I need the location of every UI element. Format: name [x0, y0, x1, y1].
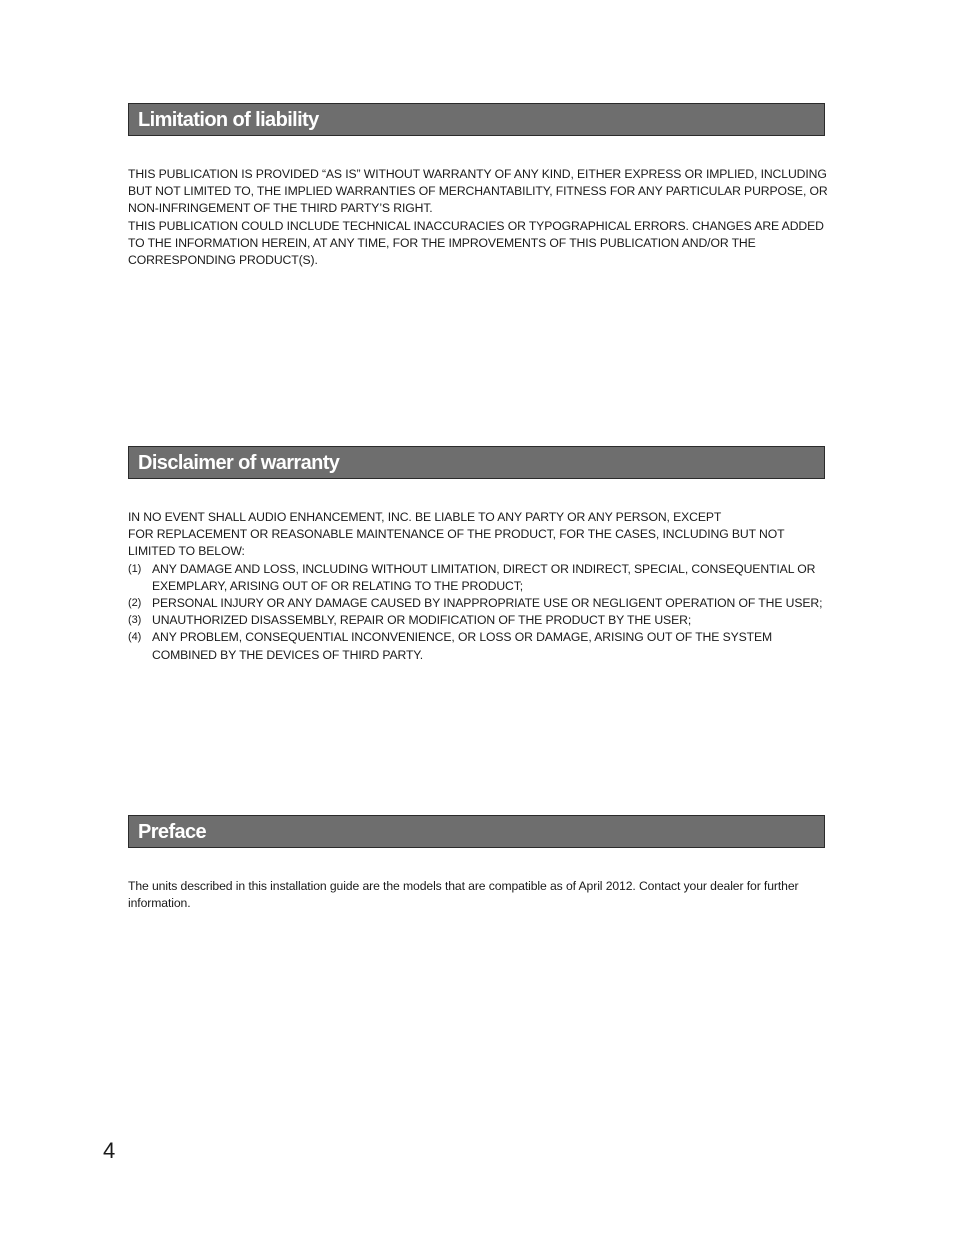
list-item-number: (4): [128, 631, 142, 644]
list-item: [128, 612, 828, 629]
page-number: 4: [103, 1138, 116, 1163]
list-item-text: UNAUTHORIZED DISASSEMBLY, REPAIR OR MODIFICATION OF THE PRODUCT BY THE USER;: [152, 613, 692, 628]
list-item: [128, 629, 828, 663]
list-item-number: (3): [128, 614, 142, 627]
warranty-list: [128, 561, 828, 664]
list-item-number: (2): [128, 597, 142, 610]
preface-header: [128, 815, 825, 848]
liability-title: Limitation of liability: [138, 109, 319, 131]
list-item: [128, 561, 828, 595]
liability-body: [128, 166, 828, 269]
warranty-intro-line-1: IN NO EVENT SHALL AUDIO ENHANCEMENT, INC. BE LIABLE TO ANY PARTY OR ANY PERSON, EXCEPT: [128, 510, 722, 524]
preface-paragraph: The units described in this installation guide are the models that are compatible as of April 2012. Contact your dealer for further information.: [128, 879, 799, 911]
preface-body: [128, 878, 828, 912]
list-item-text: ANY PROBLEM, CONSEQUENTIAL INCONVENIENCE, OR LOSS OR DAMAGE, ARISING OUT OF THE SYSTEM COMBINED BY THE DEVICES OF THIRD PARTY.: [152, 630, 773, 662]
warranty-intro-line-2: FOR REPLACEMENT OR REASONABLE MAINTENANCE OF THE PRODUCT, FOR THE CASES, INCLUDING BUT NOT LIMITED TO BELOW:: [128, 527, 785, 559]
list-item-text: ANY DAMAGE AND LOSS, INCLUDING WITHOUT LIMITATION, DIRECT OR INDIRECT, SPECIAL, CONSEQUENTIAL OR EXEMPLARY, ARISING OUT OF OR RELATING TO THE PRODUCT;: [152, 561, 816, 593]
liability-paragraph-2: THIS PUBLICATION COULD INCLUDE TECHNICAL INACCURACIES OR TYPOGRAPHICAL ERRORS. CHANGES ARE ADDED TO THE INFORMATION HEREIN, AT ANY TIME, FOR THE IMPROVEMENTS OF THIS PUBLICATION AND/OR THE CORRESPONDING PRODUCT(S).: [128, 218, 824, 268]
warranty-title: Disclaimer of warranty: [138, 452, 340, 474]
list-item-number: (1): [128, 562, 142, 575]
preface-title: Preface: [138, 821, 207, 843]
list-item: [128, 595, 828, 612]
warranty-header: [128, 446, 825, 479]
liability-paragraph-1: THIS PUBLICATION IS PROVIDED “AS IS” WITHOUT WARRANTY OF ANY KIND, EITHER EXPRESS OR IMPLIED, INCLUDING BUT NOT LIMITED TO, THE IMPLIED WARRANTIES OF MERCHANTABILITY, FITNESS FOR ANY PARTICULAR PURPOSE, OR NON-INFRINGEMENT OF THE THIRD PARTY’S RIGHT.: [128, 167, 828, 216]
warranty-body: [128, 509, 828, 664]
liability-header: [128, 103, 825, 136]
list-item-text: PERSONAL INJURY OR ANY DAMAGE CAUSED BY INAPPROPRIATE USE OR NEGLIGENT OPERATION OF THE USER;: [152, 596, 823, 611]
